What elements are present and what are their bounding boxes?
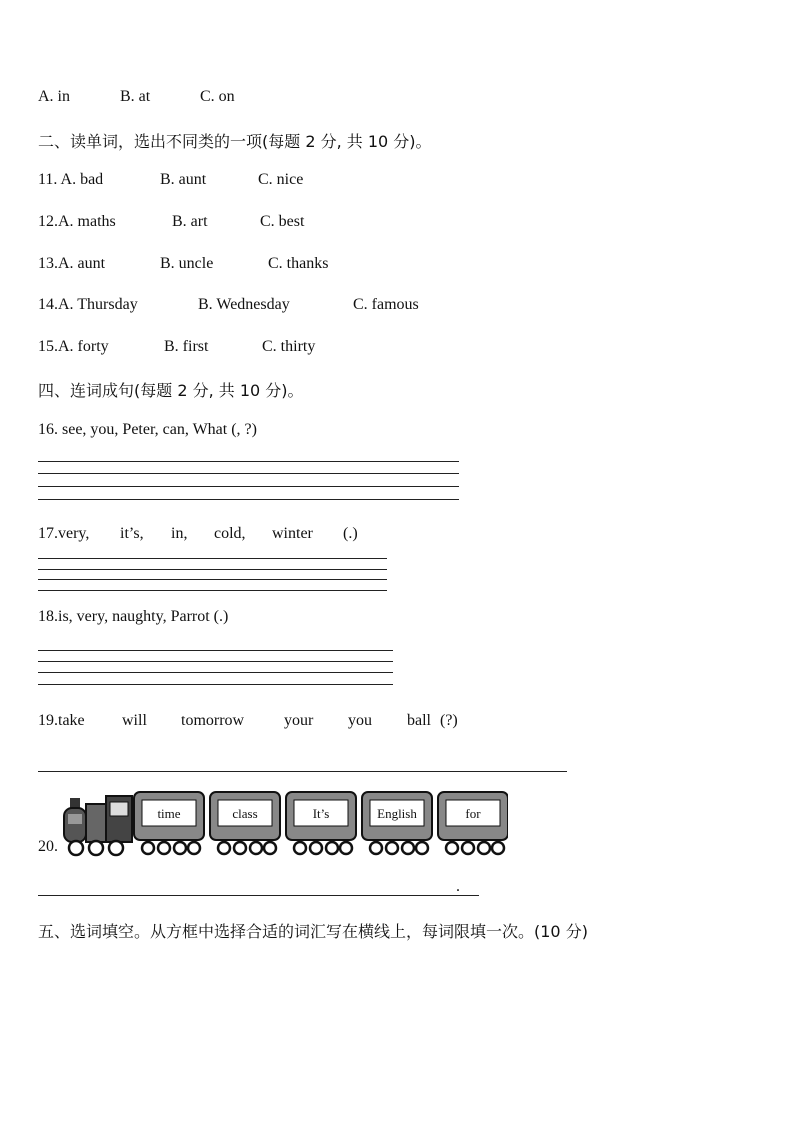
answer-line[interactable] (38, 672, 393, 673)
wheel-icon (250, 842, 262, 854)
wheel-icon (174, 842, 186, 854)
wheel-icon (264, 842, 276, 854)
wheel-icon (326, 842, 338, 854)
wheel-icon (370, 842, 382, 854)
answer-line[interactable] (38, 461, 459, 462)
q15-a: 15.A. forty (38, 338, 109, 355)
train-car (362, 792, 432, 854)
wheel-icon (310, 842, 322, 854)
q17-word: in, (171, 525, 188, 542)
q17-word: 17.very, (38, 525, 90, 542)
answer-line[interactable] (38, 579, 387, 580)
section2-heading: 二、读单词，选出不同类的一项(每题 2 分, 共 10 分)。 (38, 132, 432, 151)
q17-word: winter (272, 525, 313, 542)
q16-prompt: 16. see, you, Peter, can, What (, ?) (38, 421, 257, 438)
q12-c: C. best (260, 213, 305, 230)
q11-c: C. nice (258, 171, 304, 188)
answer-line[interactable] (38, 499, 459, 500)
option-c: C. on (200, 88, 235, 105)
train-car (286, 792, 356, 854)
q19-word: tomorrow (181, 712, 245, 729)
wheel-icon (340, 842, 352, 854)
q14-b: B. Wednesday (198, 296, 290, 313)
q19-word: will (122, 712, 147, 729)
train-car-label: for (465, 806, 481, 821)
q13-a: 13.A. aunt (38, 255, 106, 272)
train-picture (58, 790, 508, 860)
q18-prompt: 18.is, very, naughty, Parrot (.) (38, 608, 229, 625)
option-a: A. in (38, 88, 70, 105)
q19-word: your (284, 712, 314, 729)
wheel-icon (478, 842, 490, 854)
q20-period: . (456, 878, 460, 895)
q11-a: 11. A. bad (38, 171, 104, 188)
train-car-label: class (232, 806, 258, 821)
q15-b: B. first (164, 338, 209, 355)
answer-line[interactable] (38, 771, 567, 772)
q13-b: B. uncle (160, 255, 214, 272)
q11-b: B. aunt (160, 171, 207, 188)
q14-c: C. famous (353, 296, 419, 313)
train-car (134, 792, 204, 854)
q17-word: it’s, (120, 525, 144, 542)
section5-heading: 五、选词填空。从方框中选择合适的词汇写在横线上，每词限填一次。(10 分) (38, 922, 588, 941)
q17-word: (.) (343, 525, 358, 542)
q12-a: 12.A. maths (38, 213, 116, 230)
answer-line[interactable] (38, 590, 387, 591)
q13-c: C. thanks (268, 255, 329, 272)
q17-word: cold, (214, 525, 246, 542)
answer-line[interactable] (38, 569, 387, 570)
q19-word: 19.take (38, 712, 85, 729)
train-car-label: time (157, 806, 181, 821)
wheel-icon (142, 842, 154, 854)
option-b: B. at (120, 88, 151, 105)
wheel-icon (492, 842, 504, 854)
q19-word: ball (407, 712, 431, 729)
q12-b: B. art (172, 213, 208, 230)
wheel-icon (402, 842, 414, 854)
answer-line[interactable] (38, 558, 387, 559)
wheel-icon (416, 842, 428, 854)
wheel-icon (462, 842, 474, 854)
q15-c: C. thirty (262, 338, 316, 355)
wheel-icon (158, 842, 170, 854)
train-car-label: It’s (312, 806, 330, 821)
answer-line[interactable] (38, 661, 393, 662)
answer-line[interactable] (38, 650, 393, 651)
locomotive-icon (64, 796, 132, 855)
q20-number: 20. (38, 838, 58, 855)
wheel-icon (294, 842, 306, 854)
answer-line[interactable] (38, 473, 459, 474)
q19-word: (?) (440, 712, 458, 729)
train-car (210, 792, 280, 854)
wheel-icon (234, 842, 246, 854)
wheel-icon (218, 842, 230, 854)
q19-word: you (348, 712, 372, 729)
q14-a: 14.A. Thursday (38, 296, 138, 313)
section4-heading: 四、连词成句(每题 2 分, 共 10 分)。 (38, 381, 304, 400)
wheel-icon (386, 842, 398, 854)
answer-line[interactable] (38, 895, 479, 896)
answer-line[interactable] (38, 684, 393, 685)
train-car-label: English (377, 806, 417, 821)
wheel-icon (188, 842, 200, 854)
answer-line[interactable] (38, 486, 459, 487)
wheel-icon (446, 842, 458, 854)
train-car (438, 792, 508, 854)
